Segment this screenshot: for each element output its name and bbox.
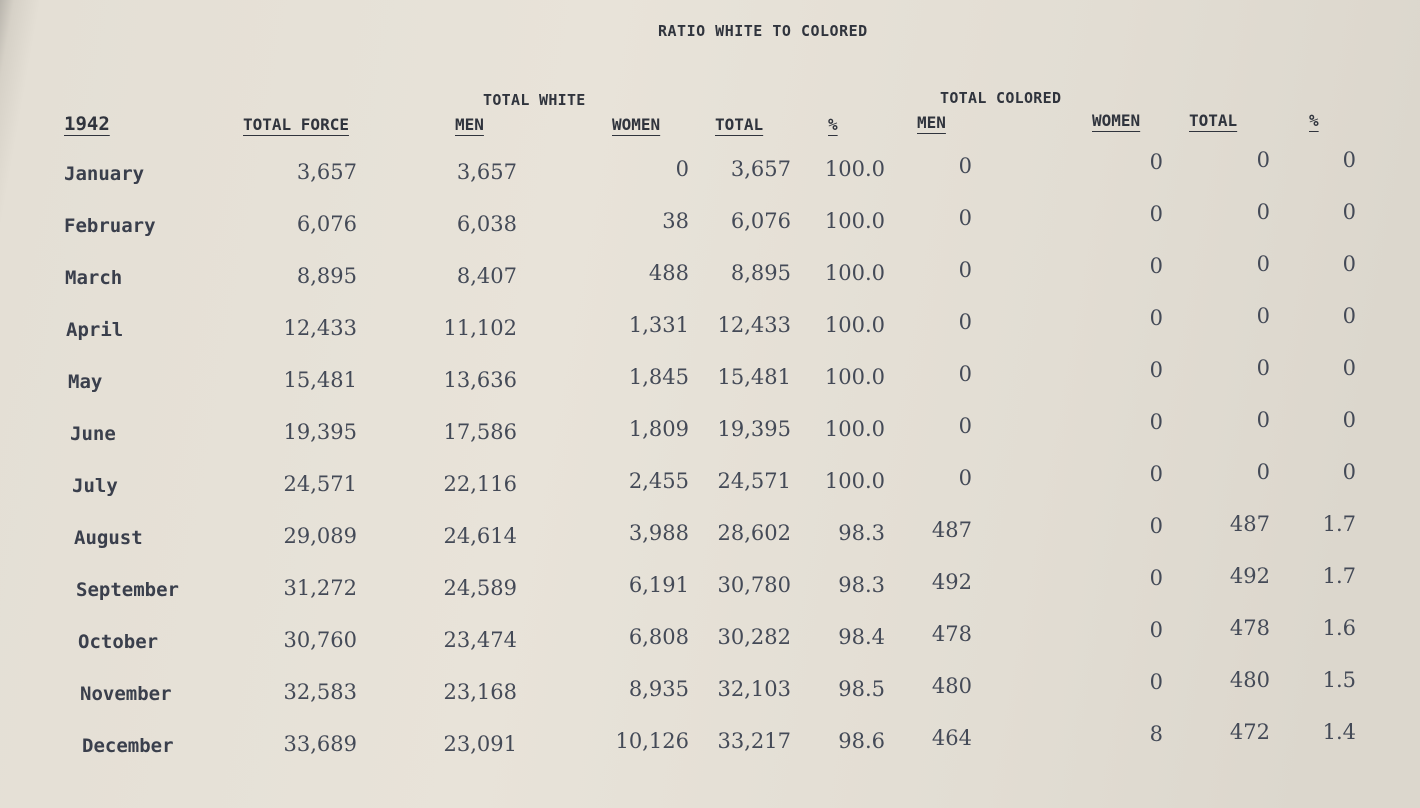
cell-colored-pct: 1.6: [1322, 616, 1356, 640]
cell-colored-men: 487: [931, 518, 972, 542]
cell-colored-women: 0: [1149, 462, 1163, 486]
cell-white-men: 17,586: [443, 420, 517, 444]
cell-white-women: 1,809: [628, 417, 689, 441]
cell-colored-women: 0: [1149, 514, 1163, 538]
cell-total-force: 30,760: [283, 628, 357, 652]
month-label: May: [68, 371, 103, 393]
cell-total-force: 12,433: [283, 316, 357, 340]
header-white-total: TOTAL: [715, 115, 764, 134]
cell-white-men: 24,589: [443, 576, 517, 600]
cell-white-men: 23,168: [443, 680, 517, 704]
month-label: September: [76, 579, 179, 601]
cell-colored-women: 0: [1149, 358, 1163, 382]
month-label: December: [82, 735, 174, 757]
cell-colored-total: 478: [1229, 616, 1270, 640]
cell-white-pct: 100.0: [824, 365, 885, 389]
group-header-colored: TOTAL COLORED: [940, 89, 1062, 107]
cell-white-total: 30,780: [717, 573, 791, 597]
cell-total-force: 3,657: [296, 160, 357, 184]
cell-total-force: 15,481: [283, 368, 357, 392]
month-label: March: [65, 267, 123, 289]
cell-colored-men: 0: [958, 414, 972, 438]
cell-colored-pct: 0: [1342, 200, 1356, 224]
cell-colored-total: 0: [1256, 252, 1270, 276]
cell-white-women: 10,126: [615, 729, 689, 753]
cell-white-pct: 100.0: [824, 209, 885, 233]
month-label: October: [78, 631, 159, 653]
document-title: RATIO WHITE TO COLORED: [658, 22, 868, 40]
cell-total-force: 29,089: [283, 524, 357, 548]
month-label: June: [70, 423, 116, 445]
cell-total-force: 6,076: [296, 212, 357, 236]
cell-white-women: 3,988: [628, 521, 689, 545]
cell-white-total: 6,076: [730, 209, 791, 233]
cell-white-total: 19,395: [717, 417, 791, 441]
cell-white-pct: 100.0: [824, 261, 885, 285]
cell-white-men: 24,614: [443, 524, 517, 548]
cell-white-men: 13,636: [443, 368, 517, 392]
cell-white-women: 0: [675, 157, 689, 181]
cell-white-total: 30,282: [717, 625, 791, 649]
cell-white-pct: 100.0: [824, 417, 885, 441]
cell-colored-pct: 0: [1342, 304, 1356, 328]
cell-white-women: 8,935: [628, 677, 689, 701]
month-label: February: [64, 215, 156, 237]
cell-colored-women: 8: [1149, 722, 1163, 746]
cell-colored-pct: 0: [1342, 408, 1356, 432]
cell-colored-men: 0: [958, 258, 972, 282]
header-white-women: WOMEN: [612, 115, 661, 134]
cell-white-total: 28,602: [717, 521, 791, 545]
cell-colored-total: 472: [1229, 720, 1270, 744]
header-colored-men: MEN: [917, 113, 946, 132]
cell-white-total: 15,481: [717, 365, 791, 389]
cell-total-force: 33,689: [283, 732, 357, 756]
cell-colored-total: 0: [1256, 200, 1270, 224]
month-label: April: [66, 319, 124, 341]
cell-colored-pct: 0: [1342, 460, 1356, 484]
cell-white-women: 6,191: [628, 573, 689, 597]
cell-colored-total: 0: [1256, 356, 1270, 380]
cell-colored-total: 487: [1229, 512, 1270, 536]
header-colored-total: TOTAL: [1189, 111, 1238, 130]
header-year: 1942: [64, 113, 110, 135]
cell-white-total: 3,657: [730, 157, 791, 181]
cell-colored-women: 0: [1149, 202, 1163, 226]
header-white-pct: %: [828, 115, 838, 134]
cell-white-total: 8,895: [730, 261, 791, 285]
cell-white-pct: 100.0: [824, 313, 885, 337]
cell-colored-pct: 0: [1342, 356, 1356, 380]
cell-colored-total: 0: [1256, 408, 1270, 432]
cell-colored-men: 0: [958, 206, 972, 230]
cell-colored-men: 0: [958, 310, 972, 334]
cell-colored-women: 0: [1149, 618, 1163, 642]
cell-white-pct: 98.3: [838, 573, 885, 597]
cell-colored-total: 0: [1256, 304, 1270, 328]
header-white-men: MEN: [455, 115, 484, 134]
cell-colored-total: 480: [1229, 668, 1270, 692]
cell-white-women: 1,845: [628, 365, 689, 389]
cell-white-pct: 98.5: [838, 677, 885, 701]
cell-white-men: 22,116: [443, 472, 517, 496]
month-label: January: [64, 163, 145, 185]
cell-colored-pct: 1.7: [1322, 512, 1356, 536]
header-colored-pct: %: [1309, 111, 1319, 130]
cell-white-men: 23,091: [443, 732, 517, 756]
cell-colored-pct: 0: [1342, 148, 1356, 172]
cell-white-men: 3,657: [456, 160, 517, 184]
cell-colored-women: 0: [1149, 254, 1163, 278]
cell-colored-men: 0: [958, 154, 972, 178]
cell-colored-pct: 1.7: [1322, 564, 1356, 588]
cell-white-pct: 98.3: [838, 521, 885, 545]
cell-colored-men: 492: [931, 570, 972, 594]
cell-white-women: 488: [648, 261, 689, 285]
header-total-force: TOTAL FORCE: [243, 115, 349, 134]
cell-colored-total: 0: [1256, 148, 1270, 172]
cell-white-men: 23,474: [443, 628, 517, 652]
cell-white-men: 11,102: [443, 316, 517, 340]
cell-white-total: 33,217: [717, 729, 791, 753]
cell-white-total: 12,433: [717, 313, 791, 337]
cell-colored-pct: 0: [1342, 252, 1356, 276]
cell-colored-women: 0: [1149, 306, 1163, 330]
cell-colored-total: 492: [1229, 564, 1270, 588]
cell-white-total: 24,571: [717, 469, 791, 493]
cell-white-pct: 98.6: [838, 729, 885, 753]
cell-colored-men: 480: [931, 674, 972, 698]
cell-colored-women: 0: [1149, 410, 1163, 434]
cell-white-women: 38: [662, 209, 689, 233]
cell-colored-men: 478: [931, 622, 972, 646]
month-label: November: [80, 683, 172, 705]
group-header-white: TOTAL WHITE: [483, 91, 586, 109]
cell-white-total: 32,103: [717, 677, 791, 701]
cell-colored-women: 0: [1149, 566, 1163, 590]
cell-white-pct: 100.0: [824, 157, 885, 181]
cell-total-force: 24,571: [283, 472, 357, 496]
cell-colored-pct: 1.4: [1322, 720, 1356, 744]
cell-total-force: 31,272: [283, 576, 357, 600]
cell-colored-women: 0: [1149, 670, 1163, 694]
cell-colored-men: 0: [958, 362, 972, 386]
header-colored-women: WOMEN: [1092, 111, 1141, 130]
cell-colored-men: 464: [931, 726, 972, 750]
cell-total-force: 8,895: [296, 264, 357, 288]
cell-white-women: 2,455: [628, 469, 689, 493]
cell-white-pct: 98.4: [838, 625, 885, 649]
cell-colored-pct: 1.5: [1322, 668, 1356, 692]
cell-total-force: 32,583: [283, 680, 357, 704]
cell-white-pct: 100.0: [824, 469, 885, 493]
month-label: August: [74, 527, 143, 549]
month-label: July: [72, 475, 118, 497]
cell-colored-men: 0: [958, 466, 972, 490]
cell-white-men: 6,038: [456, 212, 517, 236]
cell-white-women: 6,808: [628, 625, 689, 649]
cell-total-force: 19,395: [283, 420, 357, 444]
cell-white-women: 1,331: [628, 313, 689, 337]
cell-colored-women: 0: [1149, 150, 1163, 174]
cell-colored-total: 0: [1256, 460, 1270, 484]
cell-white-men: 8,407: [456, 264, 517, 288]
